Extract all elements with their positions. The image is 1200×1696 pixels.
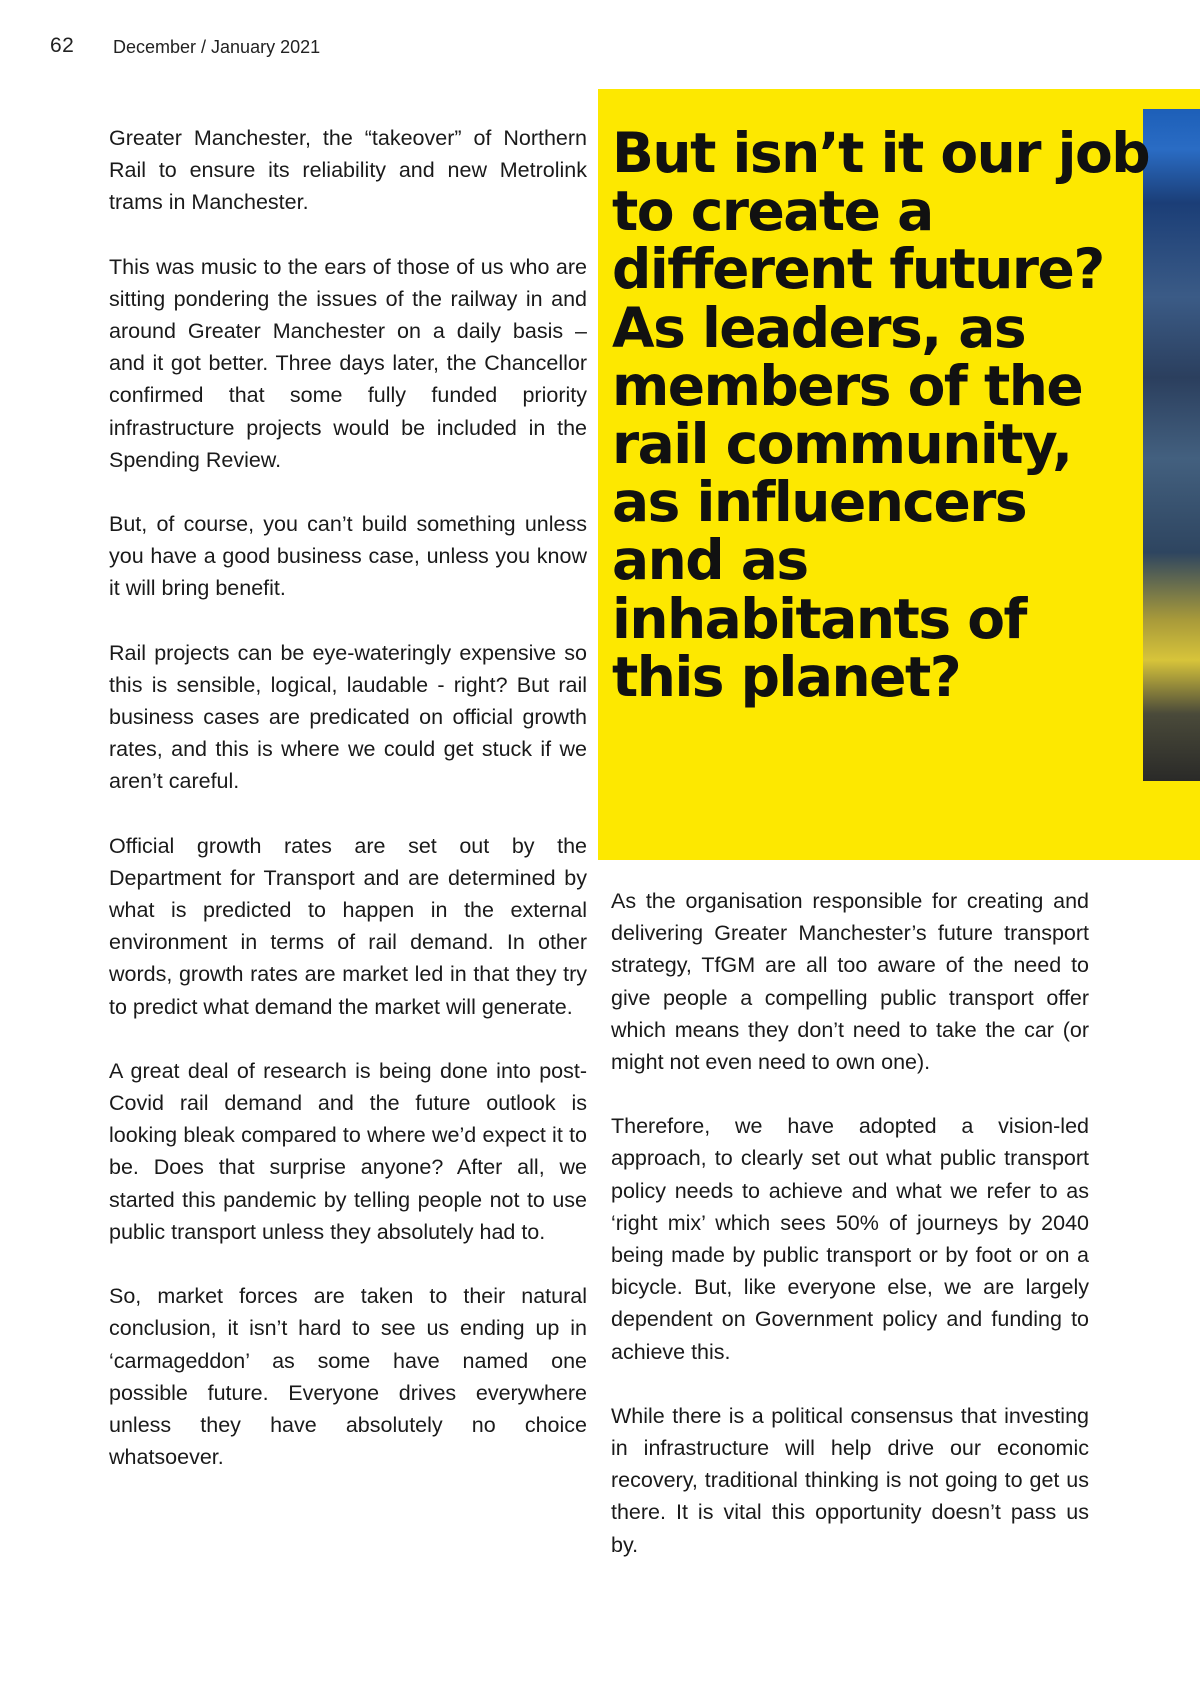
body-paragraph: Rail projects can be eye-wateringly expensive so this is sensible, logical, laudable - right? But rail business cases are predicated on official growth rates, and this is where we could get stuck if we aren’t careful. [109, 640, 587, 794]
page-number: 62 [50, 34, 75, 57]
body-paragraph: While there is a political consensus that investing in infrastructure will help drive our economic recovery, traditional thinking is not going to get us there. It is vital this opportunity doesn’t pass us by. [611, 1403, 1089, 1557]
left-article-column [109, 122, 587, 1505]
body-paragraph: But, of course, you can’t build something unless you have a good business case, unless you know it will bring benefit. [109, 512, 587, 601]
pullquote-text: But isn’t it our job to create a different future? As leaders, as members of the rail community, as influencers and as inhabitants of this planet? [612, 121, 1150, 709]
body-paragraph: This was music to the ears of those of us who are sitting pondering the issues of the railway in and around Greater Manchester on a daily basis – and it got better. Three days later, the Chancellor confirmed that some fully funded priority infrastructure projects would be included in the Spending Review. [109, 254, 587, 472]
body-paragraph: As the organisation responsible for creating and delivering Greater Manchester’s future transport strategy, TfGM are all too aware of the need to give people a compelling public transport offer which means they don’t need to take the car (or might not even need to own one). [611, 889, 1089, 1075]
body-paragraph: Therefore, we have adopted a vision-led approach, to clearly set out what public transport policy needs to achieve and what we refer to as ‘right mix’ which sees 50% of journeys by 2040 being made by public transport or by foot or on a bicycle. But, like everyone else, we are largely dependent on Government policy and funding to achieve this. [611, 1114, 1089, 1364]
body-paragraph: Official growth rates are set out by the Department for Transport and are determined by what is predicted to happen in the external environment in terms of rail demand. In other words, growth rates are market led in that they try to predict what demand the market will generate. [109, 833, 587, 1019]
body-paragraph: Greater Manchester, the “takeover” of Northern Rail to ensure its reliability and new Metrolink trams in Manchester. [109, 126, 587, 215]
right-article-column [611, 885, 1089, 1593]
body-paragraph: A great deal of research is being done into post-Covid rail demand and the future outlook is looking bleak compared to where we’d expect it to be. Does that surprise anyone? After all, we started this pandemic by telling people not to use public transport unless they absolutely had to. [109, 1058, 587, 1244]
issue-date: December / January 2021 [113, 37, 321, 57]
body-paragraph: So, market forces are taken to their natural conclusion, it isn’t hard to see us ending up in ‘carmageddon’ as some have named one possible future. Everyone drives everywhere unless they have absolutely no choice whatsoever. [109, 1284, 587, 1470]
